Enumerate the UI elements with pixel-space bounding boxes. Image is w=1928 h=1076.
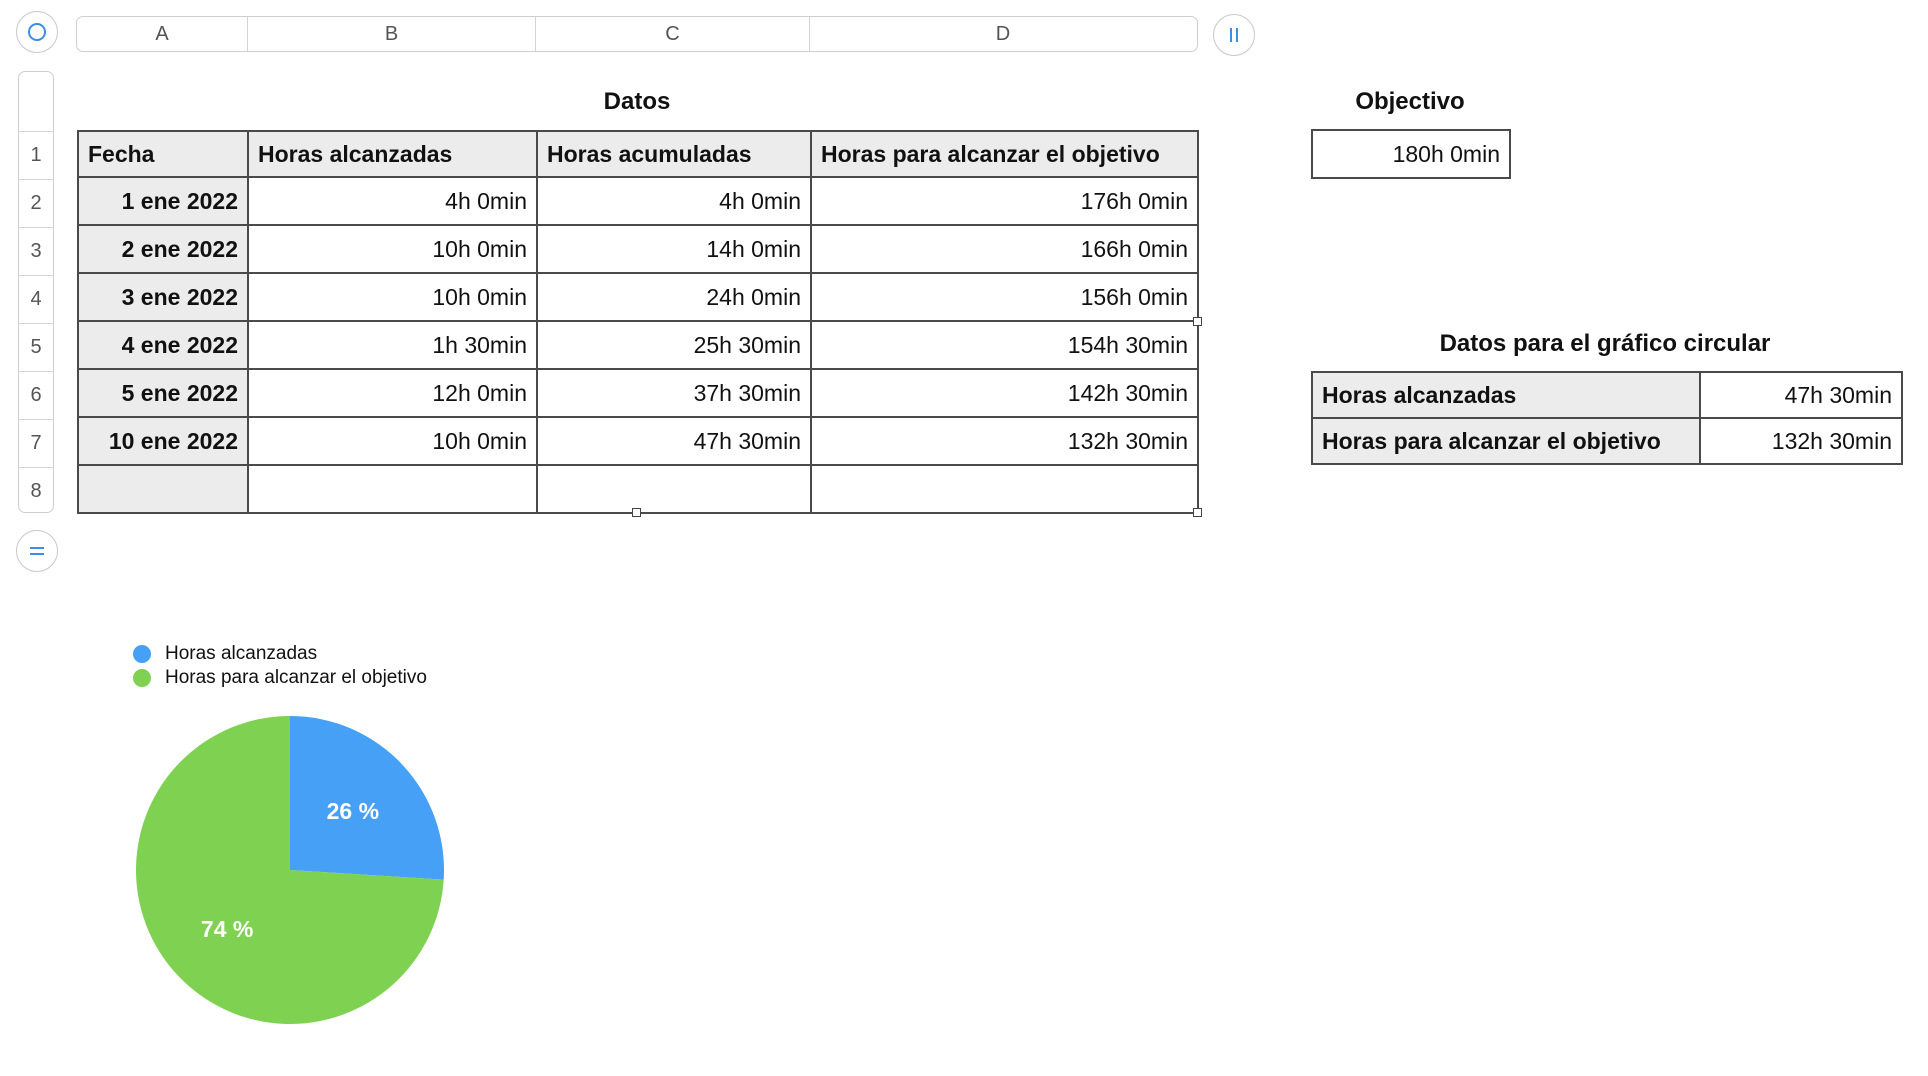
cell[interactable]: 37h 30min	[537, 369, 811, 417]
column-header-bar	[76, 16, 1198, 52]
table-row	[1312, 372, 1902, 418]
pie-data-table	[1311, 371, 1903, 465]
table-row	[78, 273, 1198, 321]
cell[interactable]: 10h 0min	[248, 417, 537, 465]
table-row	[1312, 418, 1902, 464]
date-cell[interactable]	[78, 465, 248, 513]
row-header-spacer	[19, 72, 53, 131]
pie-slice-label: 26 %	[326, 797, 380, 824]
pie-data-title: Datos para el gráfico circular	[1439, 330, 1771, 357]
cell[interactable]: 12h 0min	[248, 369, 537, 417]
row-header-3[interactable]: 3	[19, 227, 53, 275]
cell[interactable]: 176h 0min	[811, 177, 1198, 225]
cell[interactable]: 154h 30min	[811, 321, 1198, 369]
datos-table-title: Datos	[603, 88, 671, 115]
row-header-4[interactable]: 4	[19, 275, 53, 323]
row-header-bar	[18, 71, 54, 513]
table-row	[78, 465, 1198, 513]
row-header-5[interactable]: 5	[19, 323, 53, 371]
legend-item-horas-objetivo[interactable]	[133, 666, 427, 690]
row-header-6[interactable]: 6	[19, 371, 53, 419]
resize-handle-corner[interactable]	[1193, 508, 1202, 517]
row-header-8[interactable]: 8	[19, 467, 53, 515]
legend-swatch-green	[133, 669, 151, 687]
cell[interactable]	[537, 465, 811, 513]
header-cell-horas-acumuladas[interactable]: Horas acumuladas	[537, 131, 811, 177]
header-cell-horas-alcanzadas[interactable]: Horas alcanzadas	[248, 131, 537, 177]
cell[interactable]: 14h 0min	[537, 225, 811, 273]
cell[interactable]: 4h 0min	[537, 177, 811, 225]
table-row	[78, 321, 1198, 369]
objetivo-value-cell[interactable]: 180h 0min	[1312, 130, 1510, 178]
column-header-d[interactable]: D	[995, 22, 1011, 45]
cell[interactable]: 156h 0min	[811, 273, 1198, 321]
pie-chart[interactable]	[120, 700, 460, 1040]
date-cell[interactable]: 10 ene 2022	[78, 417, 248, 465]
table-row	[78, 225, 1198, 273]
table-row	[78, 369, 1198, 417]
legend-swatch-blue	[133, 645, 151, 663]
row-header-7[interactable]: 7	[19, 419, 53, 467]
chart-legend	[133, 642, 427, 690]
header-cell-fecha[interactable]: Fecha	[78, 131, 248, 177]
column-handle-icon	[1224, 25, 1244, 45]
row-handle-icon	[27, 541, 47, 561]
legend-item-horas-alcanzadas[interactable]	[133, 642, 427, 666]
datos-table	[77, 130, 1199, 514]
table-row	[78, 177, 1198, 225]
cell[interactable]: 166h 0min	[811, 225, 1198, 273]
row-header-2[interactable]: 2	[19, 179, 53, 227]
select-table-button[interactable]	[16, 11, 58, 53]
cell[interactable]: 132h 30min	[811, 417, 1198, 465]
cell[interactable]: 1h 30min	[248, 321, 537, 369]
date-cell[interactable]: 2 ene 2022	[78, 225, 248, 273]
circle-icon	[27, 22, 47, 42]
value-cell[interactable]: 47h 30min	[1700, 372, 1902, 418]
cell[interactable]: 10h 0min	[248, 273, 537, 321]
date-cell[interactable]: 3 ene 2022	[78, 273, 248, 321]
add-row-button[interactable]	[16, 530, 58, 572]
cell[interactable]	[248, 465, 537, 513]
column-header-b[interactable]: B	[248, 17, 536, 51]
cell[interactable]: 142h 30min	[811, 369, 1198, 417]
objetivo-title: Objectivo	[1355, 88, 1465, 115]
cell[interactable]: 24h 0min	[537, 273, 811, 321]
legend-label: Horas alcanzadas	[165, 643, 318, 664]
cell[interactable]: 4h 0min	[248, 177, 537, 225]
table-row	[78, 417, 1198, 465]
column-header-a[interactable]: A	[77, 17, 248, 51]
label-cell[interactable]: Horas alcanzadas	[1312, 372, 1700, 418]
cell[interactable]	[811, 465, 1198, 513]
header-cell-horas-objetivo[interactable]: Horas para alcanzar el objetivo	[811, 131, 1198, 177]
resize-handle-bottom[interactable]	[632, 508, 641, 517]
legend-label: Horas para alcanzar el objetivo	[165, 667, 427, 688]
row-header-1[interactable]: 1	[19, 131, 53, 179]
value-cell[interactable]: 132h 30min	[1700, 418, 1902, 464]
date-cell[interactable]: 5 ene 2022	[78, 369, 248, 417]
cell[interactable]: 47h 30min	[537, 417, 811, 465]
label-cell[interactable]: Horas para alcanzar el objetivo	[1312, 418, 1700, 464]
date-cell[interactable]: 1 ene 2022	[78, 177, 248, 225]
table-header-row	[78, 131, 1198, 177]
pie-slice-label: 74 %	[200, 916, 254, 943]
add-column-button[interactable]	[1213, 14, 1255, 56]
cell[interactable]: 10h 0min	[248, 225, 537, 273]
cell[interactable]: 25h 30min	[537, 321, 811, 369]
date-cell[interactable]: 4 ene 2022	[78, 321, 248, 369]
resize-handle-right[interactable]	[1193, 317, 1202, 326]
column-header-c[interactable]: C	[536, 17, 810, 51]
objetivo-table	[1311, 129, 1511, 179]
